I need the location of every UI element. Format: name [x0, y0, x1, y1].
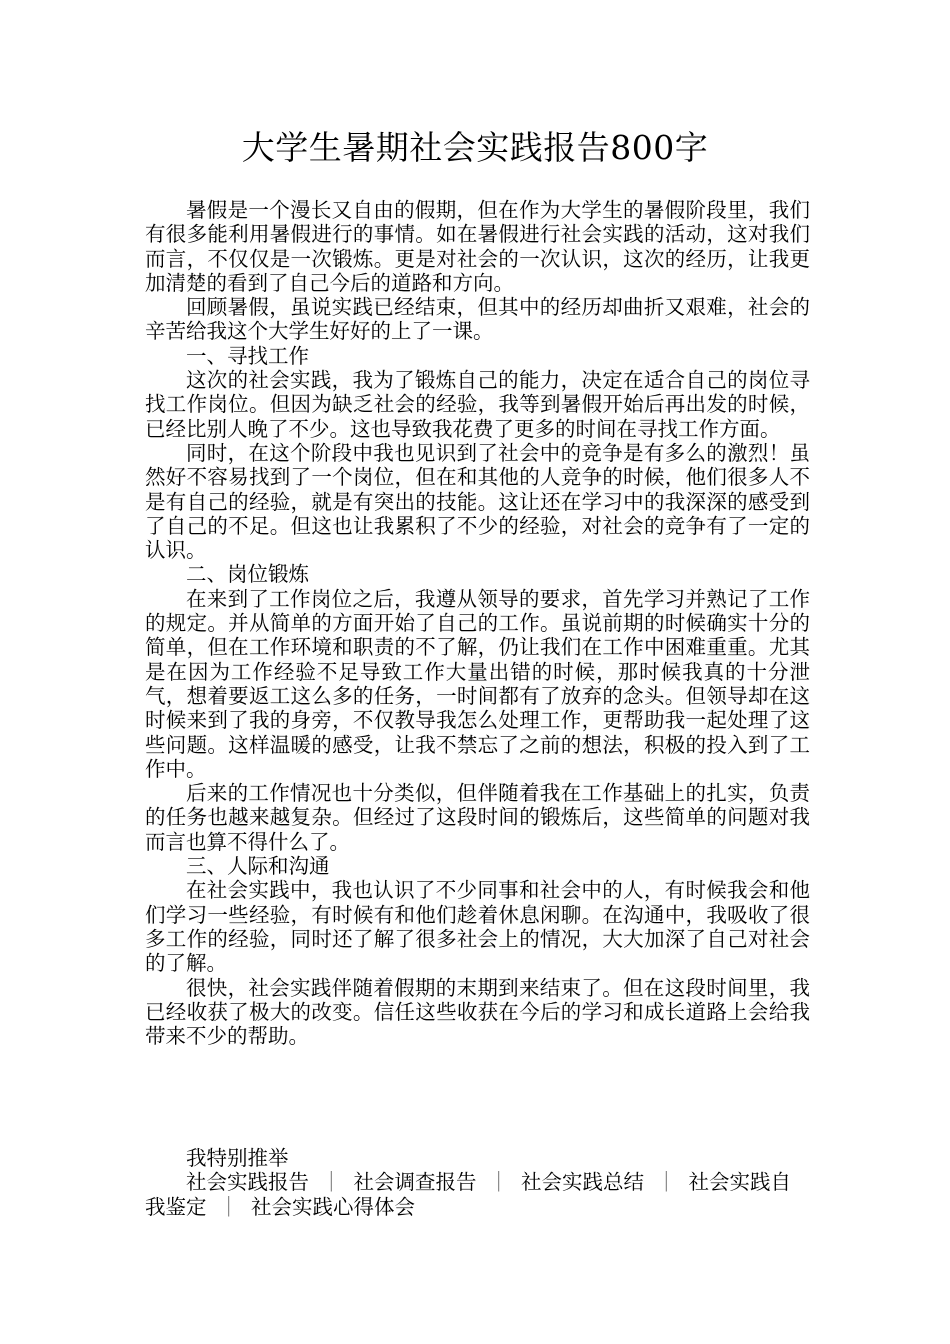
document-title: 大学生暑期社会实践报告800字 [241, 128, 709, 167]
link-separator: ｜ [218, 1194, 239, 1219]
paragraph: 很快，社会实践伴随着假期的末期到来结束了。但在这段时间里，我已经收获了极大的改变。信任这些收获在今后的学习和成长道路上会给我带来不少的帮助。 [145, 975, 810, 1049]
section-heading: 二、岗位锻炼 [186, 562, 309, 587]
paragraph: 回顾暑假，虽说实践已经结束，但其中的经历却曲折又艰难，社会的辛苦给我这个大学生好好的上了一课。 [145, 295, 810, 344]
paragraph: 这次的社会实践，我为了锻炼自己的能力，决定在适合自己的岗位寻找工作岗位。但因为缺乏社会的经验，我等到暑假开始后再出发的时候，已经比别人晚了不少。这也导致我花费了更多的时间在寻找工作方面。 [145, 368, 810, 441]
link-separator: ｜ [321, 1170, 342, 1195]
recommend-link-experience[interactable]: 社会实践心得体会 [251, 1194, 415, 1219]
link-separator: ｜ [656, 1170, 677, 1195]
section-heading: 三、人际和沟通 [186, 854, 330, 879]
recommend-link-social-practice-summary[interactable]: 社会实践总结 [521, 1170, 644, 1195]
paragraph: 后来的工作情况也十分类似，但伴随着我在工作基础上的扎实，负责的任务也越来越复杂。但经过了这段时间的锻炼后，这些简单的问题对我而言也算不得什么了。 [145, 781, 810, 854]
paragraph: 在来到了工作岗位之后，我遵从领导的要求，首先学习并熟记了工作的规定。并从简单的方面开始了自己的工作。虽说前期的时候确实十分的简单，但在工作环境和职责的不了解，仍让我们在工作中困难重重。尤其是在因为工作经验不足导致工作大量出错的时候，那时候我真的十分泄气，想着要返工这么多的任务，一时间都有了放弃的念头。但领导却在这时候来到了我的身旁，不仅教导我怎么处理工作，更帮助我一起处理了这些问题。这样温暖的感受，让我不禁忘了之前的想法，积极的投入到了工作中。 [145, 586, 810, 781]
paragraph: 同时，在这个阶段中我也见识到了社会中的竞争是有多么的激烈！虽然好不容易找到了一个岗位，但在和其他的人竞争的时候，他们很多人不是有自己的经验，就是有突出的技能。这让还在学习中的我深深的感受到了自己的不足。但这也让我累积了不少的经验，对社会的竞争有了一定的认识。 [145, 440, 810, 563]
paragraph: 在社会实践中，我也认识了不少同事和社会中的人，有时候我会和他们学习一些经验，有时候有和他们趁着休息闲聊。在沟通中，我吸收了很多工作的经验，同时还了解了很多社会上的情况，大大加深了自己对社会的了解。 [145, 878, 810, 976]
recommend-link-self-appraisal[interactable]: 社会实践自我鉴定 [145, 1170, 791, 1219]
section-heading: 一、寻找工作 [186, 343, 309, 368]
recommend-links [145, 1170, 810, 1219]
recommend-link-social-survey-report[interactable]: 社会调查报告 [353, 1170, 477, 1195]
recommend-link-social-practice-report[interactable]: 社会实践报告 [186, 1170, 309, 1195]
paragraph: 暑假是一个漫长又自由的假期，但在作为大学生的暑假阶段里，我们有很多能利用暑假进行的事情。如在暑假进行社会实践的活动，这对我们而言，不仅仅是一次锻炼。更是对社会的一次认识，这次的经历，让我更加清楚的看到了自己今后的道路和方向。 [145, 198, 810, 295]
recommend-heading: 我特别推举 [186, 1146, 289, 1170]
document-body [145, 198, 810, 1048]
link-separator: ｜ [488, 1170, 509, 1195]
recommend-section [145, 1146, 810, 1219]
